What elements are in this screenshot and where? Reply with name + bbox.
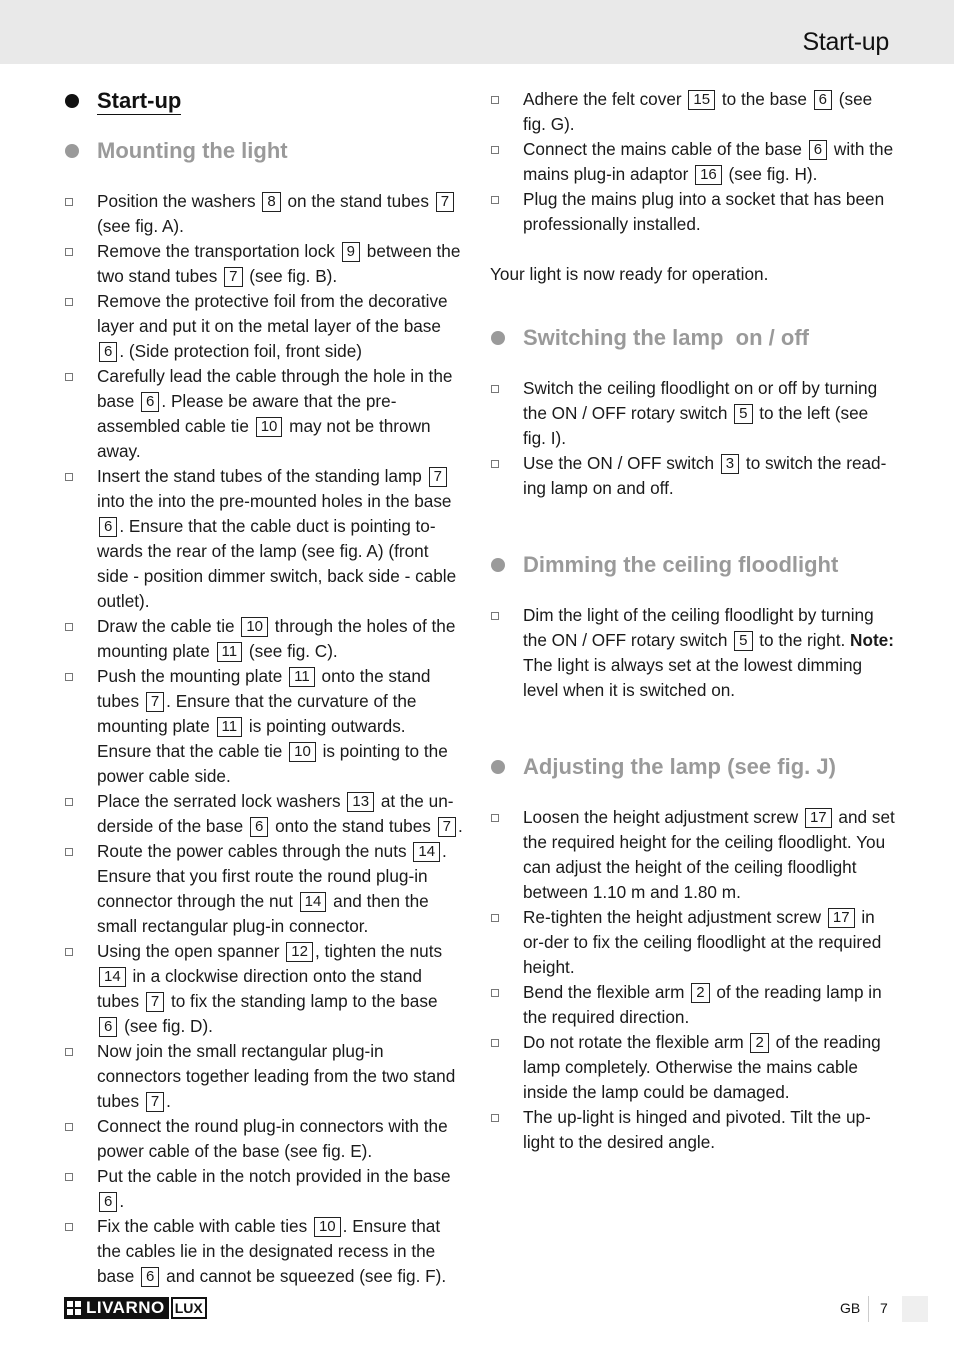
section-heading-adjusting: Adjusting the lamp (see fig. J) [490,752,895,782]
item-text: (see fig. C). [244,641,338,661]
bullet-dot-icon [65,144,79,158]
list-item [64,839,464,939]
item-text: . Ensure that the curvature of the mounting plate [97,691,417,736]
item-text: Dim the light of the ceiling floodlight by turning the ON / OFF rotary switch [523,605,874,650]
part-number-ref: 6 [814,90,832,110]
section-heading-mounting: Mounting the light [64,136,464,166]
item-text: Place the serrated lock washers [97,791,346,811]
section-heading-startup: Start-up [64,86,464,116]
list-item [490,905,895,980]
item-text: Fix the cable with cable ties [97,1216,312,1236]
list-item [64,1164,464,1214]
list-item [490,603,895,703]
item-text: Re-tighten the height adjustment screw [523,907,826,927]
item-text: may not be thrown away. [97,416,431,461]
item-text: in a clockwise direction onto the stand tubes [97,966,422,1011]
list-item [64,1039,464,1114]
part-number-ref: 14 [300,892,327,912]
list-item [64,464,464,614]
checkbox-bullet-icon [65,848,73,856]
item-text: . [166,1091,171,1111]
list-item [490,137,895,187]
item-text: Draw the cable tie [97,616,240,636]
item-text: Route the power cables through the nuts [97,841,412,861]
language-code: GB [840,1300,861,1316]
part-number-ref: 2 [691,983,709,1003]
checkbox-bullet-icon [491,814,499,822]
part-number-ref: 9 [342,242,360,262]
list-item [490,376,895,451]
item-text: . Ensure that the cable duct is pointing to-wards the rear of the lamp (see fig. A) (front side - position dimmer switch, back side - cable outlet). [97,516,457,611]
part-number-ref: 13 [347,792,374,812]
section-heading-switching: Switching the lamp on / off [490,323,895,353]
list-item [490,980,895,1030]
part-number-ref: 15 [688,90,715,110]
list-item [64,239,464,289]
checkbox-bullet-icon [65,623,73,631]
part-number-ref: 7 [146,692,164,712]
list-item [64,939,464,1039]
checkbox-bullet-icon [65,248,73,256]
item-text: (see fig. B). [244,266,338,286]
list-item [64,189,464,239]
bullet-dot-icon [491,760,505,774]
list-item [490,187,895,237]
checkbox-bullet-icon [491,914,499,922]
part-number-ref: 5 [734,404,752,424]
item-text: between the two stand tubes [97,241,461,286]
part-number-ref: 7 [429,467,447,487]
item-text: Remove the transportation lock [97,241,340,261]
part-number-ref: 17 [828,908,855,928]
bullet-dot-icon [491,558,505,572]
right-column [490,84,895,1155]
list-item [64,789,464,839]
part-number-ref: 10 [314,1217,341,1237]
logo-grid-icon [67,1301,81,1315]
footer-divider [868,1296,869,1322]
item-text: (see fig. A). [97,216,184,236]
item-text: . Ensure that the cables lie in the designated recess in the base [97,1216,441,1286]
item-text: in or-der to fix the ceiling floodlight at the required height. [523,907,882,977]
checkbox-bullet-icon [491,989,499,997]
item-text: Bend the flexible arm [523,982,690,1002]
item-text: is pointing to the power cable side. [97,741,448,786]
item-text: . [119,1191,125,1211]
item-text: Put the cable in the notch provided in the base [97,1166,451,1186]
item-text: onto the stand tubes [97,666,431,711]
item-text: . Ensure that you first route the round plug-in connector through the nut [97,841,447,911]
item-text: Push the mounting plate [97,666,288,686]
checkbox-bullet-icon [65,1223,73,1231]
item-text: Loosen the height adjustment screw [523,807,803,827]
part-number-ref: 6 [99,1017,117,1037]
adjusting-steps-list [490,805,895,1155]
item-text: on the stand tubes [282,191,434,211]
checkbox-bullet-icon [491,1114,499,1122]
bullet-dot-icon [491,331,505,345]
item-text: . Please be aware that the pre-assembled cable tie [97,391,397,436]
part-number-ref: 11 [217,642,243,662]
part-number-ref: 6 [141,1267,159,1287]
checkbox-bullet-icon [65,298,73,306]
part-number-ref: 10 [241,617,268,637]
part-number-ref: 6 [99,342,117,362]
item-text: with the mains plug-in adaptor [523,139,894,184]
brand-name: LIVARNO [86,1298,165,1317]
part-number-ref: 10 [289,742,316,762]
item-text: . [457,816,463,836]
part-number-ref: 7 [146,1092,164,1112]
switching-steps-list [490,376,895,501]
item-text: is pointing outwards. Ensure that the cable tie [97,716,406,761]
list-item [64,1114,464,1164]
list-item [490,805,895,905]
part-number-ref: 5 [734,631,752,651]
item-text: onto the stand tubes [270,816,436,836]
startup-steps-list [490,87,895,237]
item-text: into the into the pre-mounted holes in the base [97,491,452,511]
checkbox-bullet-icon [65,473,73,481]
list-item [64,614,464,664]
page-marker-box [902,1296,928,1322]
checkbox-bullet-icon [65,948,73,956]
checkbox-bullet-icon [491,196,499,204]
checkbox-bullet-icon [65,798,73,806]
item-text: through the holes of the mounting plate [97,616,456,661]
item-text: to fix the standing lamp to the base [166,991,438,1011]
item-text: The up-light is hinged and pivoted. Tilt the up-light to the desired angle. [523,1107,871,1152]
item-text: and set the required height for the ceiling floodlight. You can adjust the height of the ceiling floodlight between 1.10 m and 1.80 m. [523,807,895,902]
item-text: Plug the mains plug into a socket that has been professionally installed. [523,189,885,234]
list-item [490,1105,895,1155]
part-number-ref: 11 [217,717,243,737]
checkbox-bullet-icon [491,146,499,154]
part-number-ref: 10 [256,417,283,437]
list-item [490,1030,895,1105]
item-text: to the base [717,89,812,109]
item-text: Now join the small rectangular plug-in connectors together leading from the two stand tubes [97,1041,456,1111]
part-number-ref: 3 [721,454,739,474]
checkbox-bullet-icon [65,1048,73,1056]
item-text: The light is always set at the lowest dimming level when it is switched on. [523,655,863,700]
part-number-ref: 6 [99,1192,117,1212]
checkbox-bullet-icon [491,612,499,620]
brand-logo [64,1297,207,1319]
item-text: Adhere the felt cover [523,89,687,109]
part-number-ref: 14 [99,967,126,987]
part-number-ref: 2 [750,1033,768,1053]
ready-text: Your light is now ready for operation. [490,264,769,284]
item-text: Connect the mains cable of the base [523,139,807,159]
checkbox-bullet-icon [65,373,73,381]
list-item [64,1214,464,1289]
list-item [64,289,464,364]
page-title: Start-up [802,28,889,56]
item-text: Using the open spanner [97,941,285,961]
checkbox-bullet-icon [491,96,499,104]
header-bar [0,0,954,64]
checkbox-bullet-icon [65,1173,73,1181]
mounting-steps-list [64,189,464,1289]
item-text: Insert the stand tubes of the standing lamp [97,466,427,486]
item-text: (see fig. D). [119,1016,213,1036]
item-text: to switch the read-ing lamp on and off. [523,453,887,498]
list-item [64,364,464,464]
part-number-ref: 7 [224,267,242,287]
part-number-ref: 7 [436,192,454,212]
part-number-ref: 6 [809,140,827,160]
brand-suffix: LUX [171,1297,207,1319]
item-text: Connect the round plug-in connectors with the power cable of the base (see fig. E). [97,1116,448,1161]
part-number-ref: 8 [262,192,280,212]
list-item [64,664,464,789]
page-number: 7 [880,1300,888,1316]
item-text: (see fig. G). [523,89,873,134]
part-number-ref: 6 [141,392,159,412]
part-number-ref: 7 [438,817,456,837]
part-number-ref: 14 [413,842,440,862]
part-number-ref: 12 [286,942,313,962]
checkbox-bullet-icon [65,198,73,206]
checkbox-bullet-icon [491,460,499,468]
checkbox-bullet-icon [65,1123,73,1131]
item-text: Do not rotate the flexible arm [523,1032,749,1052]
part-number-ref: 7 [146,992,164,1012]
item-text: to the left (see fig. I). [523,403,869,448]
bullet-dot-icon [65,94,79,108]
note-label: Note: [850,630,894,650]
checkbox-bullet-icon [491,385,499,393]
item-text: Switch the ceiling floodlight on or off by turning the ON / OFF rotary switch [523,378,878,423]
part-number-ref: 6 [99,517,117,537]
list-item [490,451,895,501]
part-number-ref: 11 [289,667,315,687]
item-text: to the right. [754,630,851,650]
item-text: of the reading lamp completely. Otherwise the mains cable inside the lamp could be damaged. [523,1032,881,1102]
item-text: , tighten the nuts [314,941,443,961]
item-text: and cannot be squeezed (see fig. F). [161,1266,447,1286]
item-text: and then the small rectangular plug-in connector. [97,891,429,936]
checkbox-bullet-icon [491,1039,499,1047]
item-text: Position the washers [97,191,261,211]
part-number-ref: 16 [695,165,722,185]
checkbox-bullet-icon [65,673,73,681]
item-text: . (Side protection foil, front side) [119,341,362,361]
item-text: Use the ON / OFF switch [523,453,719,473]
left-column [64,84,464,1289]
list-item [490,87,895,137]
item-text: (see fig. H). [723,164,818,184]
item-text: of the reading lamp in the required direction. [523,982,882,1027]
section-heading-dimming: Dimming the ceiling floodlight [490,550,895,580]
part-number-ref: 17 [805,808,832,828]
dimming-steps-list [490,603,895,703]
item-text: at the un-derside of the base [97,791,454,836]
item-text: Carefully lead the cable through the hole in the base [97,366,453,411]
item-text: Remove the protective foil from the decorative layer and put it on the metal layer of the base [97,291,448,336]
part-number-ref: 6 [250,817,268,837]
